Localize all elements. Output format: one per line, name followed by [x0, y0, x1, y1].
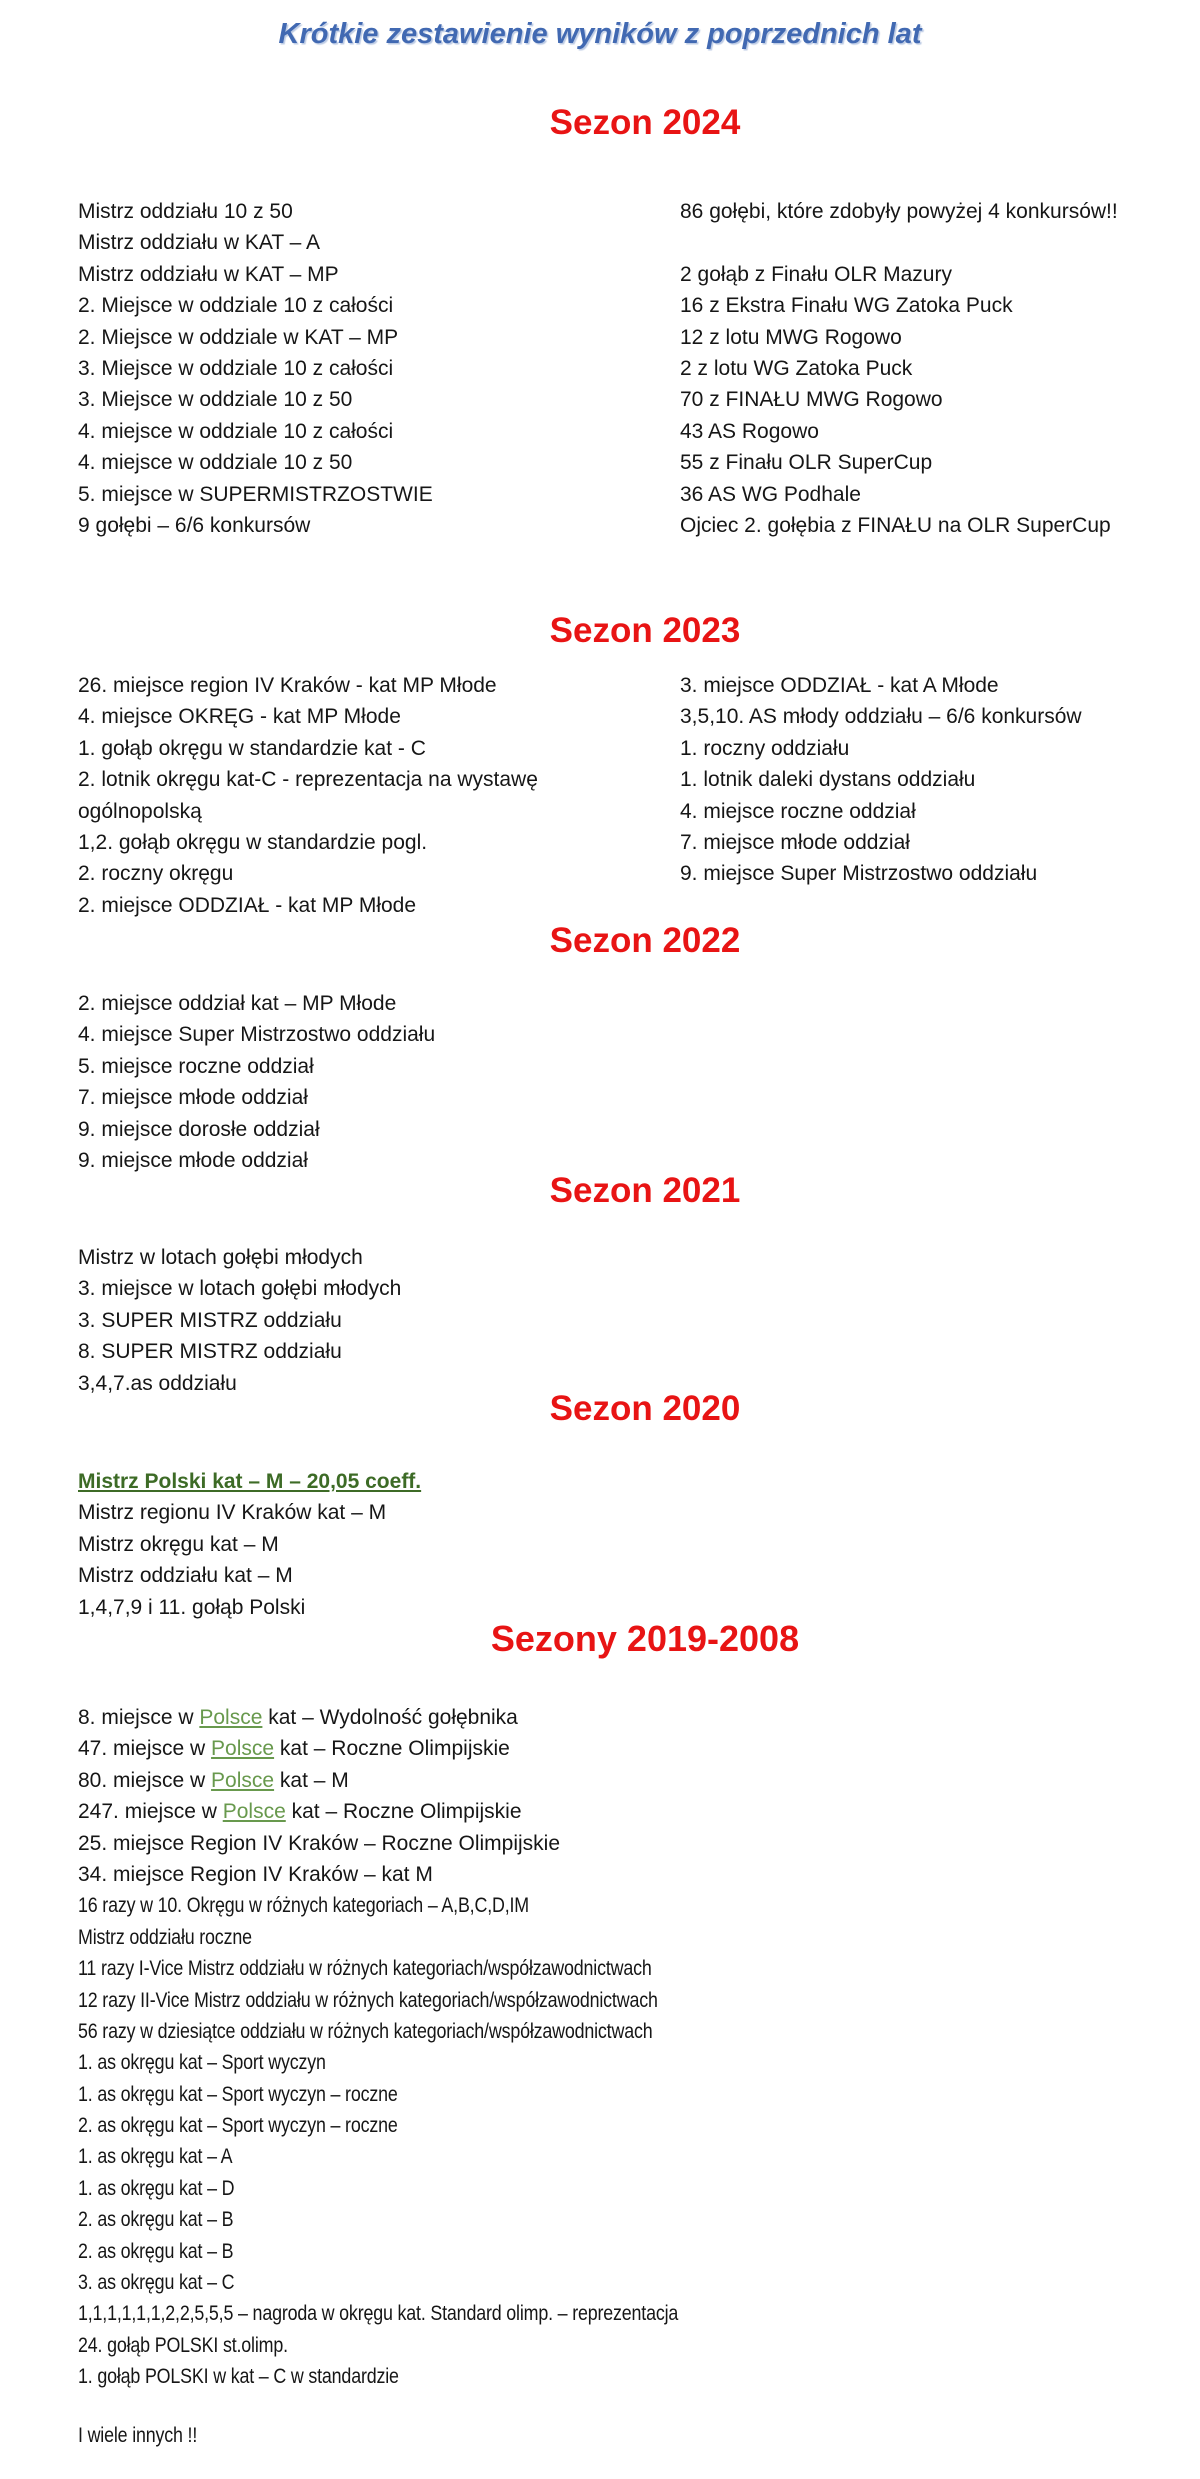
list-item: 9. miejsce Super Mistrzostwo oddziału	[680, 862, 1038, 886]
list-item: 4. miejsce Super Mistrzostwo oddziału	[78, 1023, 436, 1047]
list-item: 1,2. gołąb okręgu w standardzie pogl.	[78, 830, 428, 854]
list-item: 2 gołąb z Finału OLR Mazury	[680, 262, 952, 286]
list-item: 1. roczny oddziału	[680, 736, 850, 760]
list-item: 9. miejsce dorosłe oddział	[78, 1117, 320, 1141]
list-item: 1. lotnik daleki dystans oddziału	[680, 768, 976, 792]
list-item: 2 z lotu WG Zatoka Puck	[680, 356, 913, 380]
list-item: 1. as okręgu kat – Sport wyczyn – roczne	[78, 2082, 398, 2106]
list-item: 3,4,7.as oddziału	[78, 1371, 237, 1395]
results-2021-list	[78, 1242, 778, 1399]
list-item: 5. miejsce w SUPERMISTRZOSTWIE	[78, 482, 433, 506]
list-item: 2. Miejsce w oddziale 10 z całości	[78, 294, 394, 318]
list-item: 3. miejsce ODDZIAŁ - kat A Młode	[680, 674, 999, 697]
results-2024-right-column	[680, 196, 1195, 541]
list-item: 86 gołębi, które zdobyły powyżej 4 konkursów!!	[680, 200, 1118, 223]
list-item: 9. miejsce młode oddział	[78, 1148, 308, 1172]
list-item: 25. miejsce Region IV Kraków – Roczne Olimpijskie	[78, 1831, 561, 1855]
list-item	[78, 2420, 578, 2451]
list-item: 12 z lotu MWG Rogowo	[680, 325, 902, 349]
list-item: 8. miejsce w Polsce kat – Wydolność gołębnika	[78, 1706, 518, 1729]
list-item: 7. miejsce młode oddział	[78, 1086, 308, 1110]
list-item: 1. as okręgu kat – Sport wyczyn	[78, 2051, 326, 2075]
list-item: 2. miejsce ODDZIAŁ - kat MP Młode	[78, 893, 417, 917]
list-item: 70 z FINAŁU MWG Rogowo	[680, 388, 943, 412]
list-item: 24. gołąb POLSKI st.olimp.	[78, 2333, 288, 2357]
list-item: 4. miejsce roczne oddział	[680, 799, 916, 823]
list-item: 1. gołąb POLSKI w kat – C w standardzie	[78, 2365, 399, 2389]
list-item: 2. as okręgu kat – Sport wyczyn – roczne	[78, 2114, 398, 2138]
list-item: 55 z Finału OLR SuperCup	[680, 451, 933, 475]
list-item: 8. SUPER MISTRZ oddziału	[78, 1340, 342, 1364]
list-item: 4. miejsce w oddziale 10 z całości	[78, 419, 394, 443]
list-item: 247. miejsce w Polsce kat – Roczne Olimpijskie	[78, 1800, 522, 1824]
list-item: Mistrz oddziału roczne	[78, 1925, 252, 1949]
list-item: Mistrz oddziału kat – M	[78, 1564, 293, 1588]
polsce-link[interactable]: Polsce	[222, 1800, 286, 1824]
list-item	[680, 227, 1195, 258]
heading-sezon-2024: Sezon 2024	[549, 103, 741, 142]
list-item: Mistrz okręgu kat – M	[78, 1532, 279, 1556]
list-item: Mistrz regionu IV Kraków kat – M	[78, 1501, 387, 1525]
list-item: 7. miejsce młode oddział	[680, 830, 910, 854]
list-item: 2. as okręgu kat – B	[78, 2208, 234, 2232]
list-item: 3. Miejsce w oddziale 10 z 50	[78, 388, 353, 412]
polsce-link[interactable]: Polsce	[211, 1737, 275, 1761]
list-item: Mistrz w lotach gołębi młodych	[78, 1246, 363, 1269]
list-item: 1. gołąb okręgu w standardzie kat - C	[78, 736, 426, 760]
list-item: 12 razy II-Vice Mistrz oddziału w różnych kategoriach/współzawodnictwach	[78, 1988, 658, 2012]
list-item: Mistrz Polski kat – M – 20,05 coeff.	[78, 1470, 422, 1493]
list-item: 1,1,1,1,1,1,2,2,5,5,5 – nagroda w okręgu kat. Standard olimp. – reprezentacja	[78, 2302, 679, 2326]
polsce-link[interactable]: Polsce	[211, 1768, 275, 1792]
list-item: 2. Miejsce w oddziale w KAT – MP	[78, 325, 399, 349]
list-item: 5. miejsce roczne oddział	[78, 1054, 314, 1078]
list-item: 3. SUPER MISTRZ oddziału	[78, 1308, 342, 1332]
list-item: 43 AS Rogowo	[680, 419, 819, 443]
heading-sezony-2019-2008: Sezony 2019-2008	[490, 1618, 800, 1659]
heading-sezon-2021: Sezon 2021	[549, 1171, 741, 1210]
list-item: 16 razy w 10. Okręgu w różnych kategoriach – A,B,C,D,IM	[78, 1894, 529, 1918]
list-item: 1. as okręgu kat – D	[78, 2176, 235, 2200]
footer-note	[78, 2420, 578, 2451]
results-2024-left-column	[78, 196, 658, 541]
list-item: Mistrz oddziału w KAT – MP	[78, 262, 339, 286]
list-item: 26. miejsce region IV Kraków - kat MP Młode	[78, 674, 497, 697]
list-item: 3,5,10. AS młody oddziału – 6/6 konkursów	[680, 705, 1082, 729]
list-item: Mistrz oddziału w KAT – A	[78, 231, 320, 255]
list-item: 56 razy w dziesiątce oddziału w różnych kategoriach/współzawodnictwach	[78, 2019, 653, 2043]
results-2020-list	[78, 1466, 778, 1623]
results-2023-right-column	[680, 670, 1195, 890]
list-item: 1,4,7,9 i 11. gołąb Polski	[78, 1595, 306, 1619]
heading-sezon-2022: Sezon 2022	[549, 921, 741, 960]
results-2023-left-column	[78, 670, 658, 921]
list-item: 4. miejsce w oddziale 10 z 50	[78, 451, 353, 475]
list-item: 47. miejsce w Polsce kat – Roczne Olimpijskie	[78, 1737, 510, 1761]
results-2019-2008-list	[78, 1702, 1188, 2393]
list-item: 2. miejsce oddział kat – MP Młode	[78, 992, 397, 1015]
list-item: 3. as okręgu kat – C	[78, 2271, 235, 2295]
list-item: 34. miejsce Region IV Kraków – kat M	[78, 1862, 433, 1886]
list-item: 4. miejsce OKRĘG - kat MP Młode	[78, 705, 401, 729]
heading-sezon-2023: Sezon 2023	[549, 611, 741, 650]
list-item: 3. Miejsce w oddziale 10 z całości	[78, 356, 394, 380]
page-title: Krótkie zestawienie wyników z poprzednich lat	[278, 18, 922, 50]
list-item: 80. miejsce w Polsce kat – M	[78, 1768, 349, 1792]
list-item: 11 razy I-Vice Mistrz oddziału w różnych kategoriach/współzawodnictwach	[78, 1957, 652, 1981]
list-item: Ojciec 2. gołębia z FINAŁU na OLR SuperCup	[680, 513, 1111, 537]
list-item: 36 AS WG Podhale	[680, 482, 861, 506]
results-2022-list	[78, 988, 778, 1176]
footer-text: I wiele innych !!	[78, 2424, 198, 2447]
list-item: ogólnopolską	[78, 799, 202, 823]
polsce-link[interactable]: Polsce	[199, 1706, 263, 1729]
heading-sezon-2020: Sezon 2020	[549, 1389, 741, 1428]
list-item: 16 z Ekstra Finału WG Zatoka Puck	[680, 294, 1013, 318]
list-item: 2. lotnik okręgu kat-C - reprezentacja na wystawę	[78, 768, 538, 792]
list-item: 1. as okręgu kat – A	[78, 2145, 233, 2169]
list-item: 3. miejsce w lotach gołębi młodych	[78, 1277, 402, 1301]
list-item: 9 gołębi – 6/6 konkursów	[78, 513, 311, 537]
list-item: 2. as okręgu kat – B	[78, 2239, 234, 2263]
list-item: 2. roczny okręgu	[78, 862, 234, 886]
list-item: Mistrz oddziału 10 z 50	[78, 200, 293, 223]
